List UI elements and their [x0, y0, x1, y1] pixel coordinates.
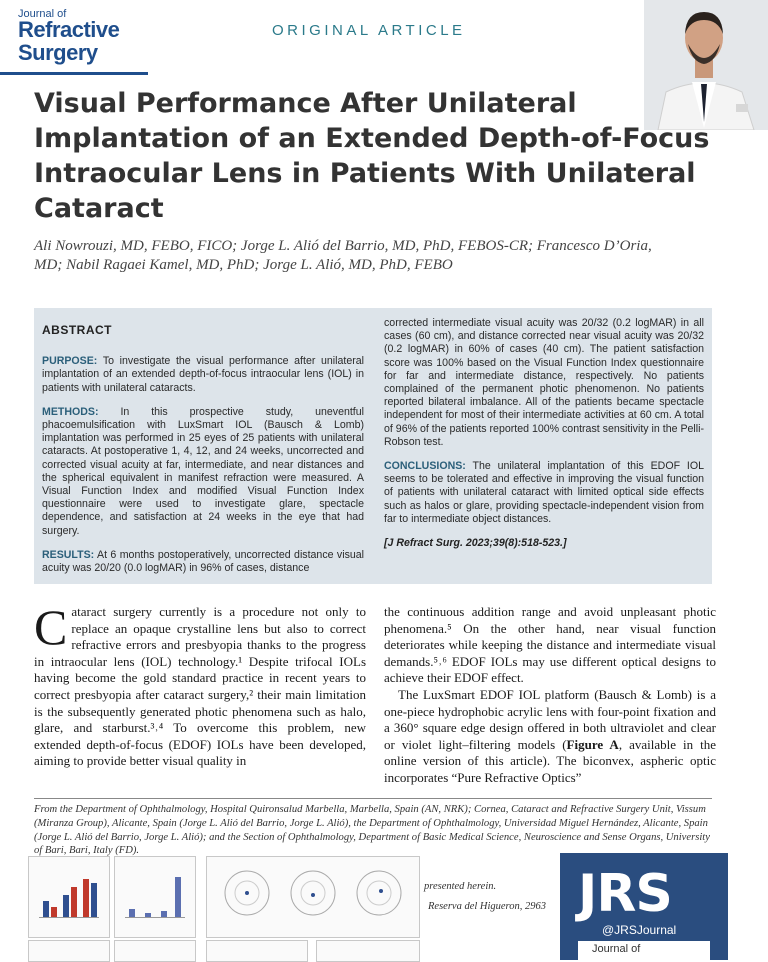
logo-wordmark — [18, 18, 119, 64]
jrs-logo: JRS — [578, 864, 672, 924]
thumbnail-chart-3 — [28, 940, 110, 962]
methods-text: In this prospective study, uneventful phacoemulsification with LuxSmart IOL (Bausch & Lomb) implantation was performed in 25 eyes of 25 patients with unilateral cataracts. At postoperative 1, 4, 12, and 24 weeks, uncorrected and corrected visual acuity at far, intermediate, and near distances and the spherical equivalent in manifest refraction were measured. A Visual Function Index and modified Visual Function Index questionnaire were used to investigate glare, spectacle dependence, and satisfaction at 24 weeks in the eye that had surgery. — [42, 405, 364, 537]
citation: [J Refract Surg. 2023;39(8):518-523.] — [384, 537, 567, 550]
thumbnail-chart-4 — [114, 940, 196, 962]
thumbnail-bar-chart-1 — [28, 856, 110, 938]
body-paragraph-1 — [34, 599, 366, 770]
logo-rule — [0, 72, 148, 75]
article-title: Visual Performance After Unilateral Implantation of an Extended Depth-of-Focus Intraocular Lens in Patients With Unilateral Cataract — [34, 88, 710, 224]
body-paragraph-1-text: ataract surgery currently is a procedure not only to replace an opaque crystalline lens but also to correct refractive errors and presbyopia thanks to the progress in intraocular lens (IOL) technology.¹ Despite trifocal IOLs having become the gold standard practice in recent years to correct presbyopia after cataract surgery,² their main limitation is the subsequently generated photic phenomena such as halo, glare, and starburst.³˒⁴ To overcome this problem, new extended depth-of-focus (EDOF) IOLs have been developed, aiming to provide better visual quality in — [34, 604, 366, 769]
author-list: Ali Nowrouzi, MD, FEBO, FICO; Jorge L. Alió del Barrio, MD, PhD, FEBOS-CR; Francesco D’Oria, MD; Nabil Ragaei Kamel, MD, PhD; Jorge L. Alió, MD, PhD, FEBO — [34, 238, 652, 273]
methods-label: METHODS: — [42, 405, 99, 418]
drop-cap: C — [34, 599, 68, 655]
conclusions-label: CONCLUSIONS: — [384, 460, 466, 473]
abstract-methods — [42, 406, 364, 538]
page-thumbnails — [24, 856, 424, 960]
bar-chart-icon — [115, 857, 195, 937]
journal-logo — [0, 0, 148, 78]
purpose-text: To investigate the visual performance after unilateral implantation of an extended depth-of-focus intraocular lens (IOL) in patients with unilateral cataracts. — [42, 355, 364, 394]
social-handle: @JRSJournal — [602, 923, 677, 937]
abstract-conclusions — [384, 460, 704, 526]
footnote-divider — [34, 798, 712, 799]
overlapped-text-fragment-1: presented herein. — [424, 881, 497, 892]
overlapped-text-fragment-2: Reserva del Higueron, 2963 — [428, 901, 547, 912]
logo-line-1: Journal of — [18, 8, 67, 20]
section-label: ORIGINAL ARTICLE — [272, 22, 466, 39]
thumbnail-polar-plots — [206, 856, 420, 938]
results-text-part2: corrected intermediate visual acuity was 20/32 (0.2 logMAR) in all cases (60 cm), and distance corrected near visual acuity was 20/32 (0.2 logMAR) in 60% of cases (40 cm). The patient satisfaction score was 100% based on the Visual Function Index questionnaire for far and intermediate distance, respectively. No patients complained of the permanent photic phenomenon. No patients reported bilateral imbalance. All of the patients became spectacle independent for most of their intermediate activities at 60 cm. A total of 96% of the patients reported 100% contrast sensitivity in the Pelli-Robson test. — [384, 317, 704, 448]
bar-chart-icon — [29, 857, 109, 937]
purpose-label: PURPOSE: — [42, 355, 98, 368]
logo-line-2: Refractive — [18, 17, 120, 42]
body-paragraph-2-text-b: , available in the online version of this article). The biconvex, aspheric optic incorporates “Pure Refractive Optics” — [384, 736, 716, 785]
abstract-box — [34, 308, 712, 584]
body-paragraph-1-continued: the continuous addition range and avoid unpleasant photic phenomena.⁵ On the other hand, near visual function deteriorates while keeping the distance and intermediate visual demands.⁵˒⁶ EDOF IOLs may use different optical designs to achieve their EDOF effect. — [384, 604, 716, 686]
logo-line-3: Surgery — [18, 40, 98, 65]
figure-a-link[interactable]: Figure A — [566, 736, 619, 752]
abstract-column-left — [42, 308, 364, 586]
body-paragraph-2-text-a: The LuxSmart EDOF IOL platform (Bausch & Lomb) is a one-piece hydrophobic acrylic lens with four-point fixation and a 360° square edge design offered in both ultraviolet and clear or violet light–filtering models ( — [384, 686, 716, 752]
thumbnail-text — [316, 940, 420, 962]
thumbnail-bar-chart-2 — [114, 856, 196, 938]
body-column-right — [384, 604, 716, 787]
results-label: RESULTS: — [42, 548, 95, 561]
badge-tab-label: Journal of — [592, 943, 641, 955]
abstract-column-right — [384, 317, 704, 561]
abstract-heading: ABSTRACT — [42, 323, 112, 337]
body-paragraph-2 — [384, 687, 716, 787]
polar-plot-icon — [207, 857, 419, 937]
conclusions-text: The unilateral implantation of this EDOF IOL seems to be tolerated and effective in improving the visual function of patients with unilateral cataract with limited optical side effects such as halos or glare, providing spectacle-independent vision from far to intermediate object distances. — [384, 460, 704, 525]
abstract-results-start — [42, 549, 364, 575]
abstract-purpose — [42, 355, 364, 395]
results-text-part1: At 6 months postoperatively, uncorrected distance visual acuity was 20/20 (0.0 logMAR) in 96% of cases, distance — [42, 548, 364, 575]
thumbnail-scatter — [206, 940, 308, 962]
body-column-left — [34, 599, 366, 770]
jrs-social-badge — [560, 853, 728, 960]
affiliations-footnote: From the Department of Ophthalmology, Hospital Quironsalud Marbella, Marbella, Spain (AN, NRK); Cornea, Cataract and Refractive Surgery Unit, Vissum (Miranza Group), Alicante, Spain (Jorge L. Alió del Barrio, Jorge L. Alió), the Department of Ophthalmology, Universidad Miguel Hernández, Alicante, Spain (Jorge L. Alió del Barrio, Jorge L. Alió); and the Section of Ophthalmology, Department of Basic Medical Science, Neuroscience and Sense Organs, University of Bari, Bari, Italy (FD). — [34, 804, 710, 857]
badge-tab — [578, 941, 710, 960]
